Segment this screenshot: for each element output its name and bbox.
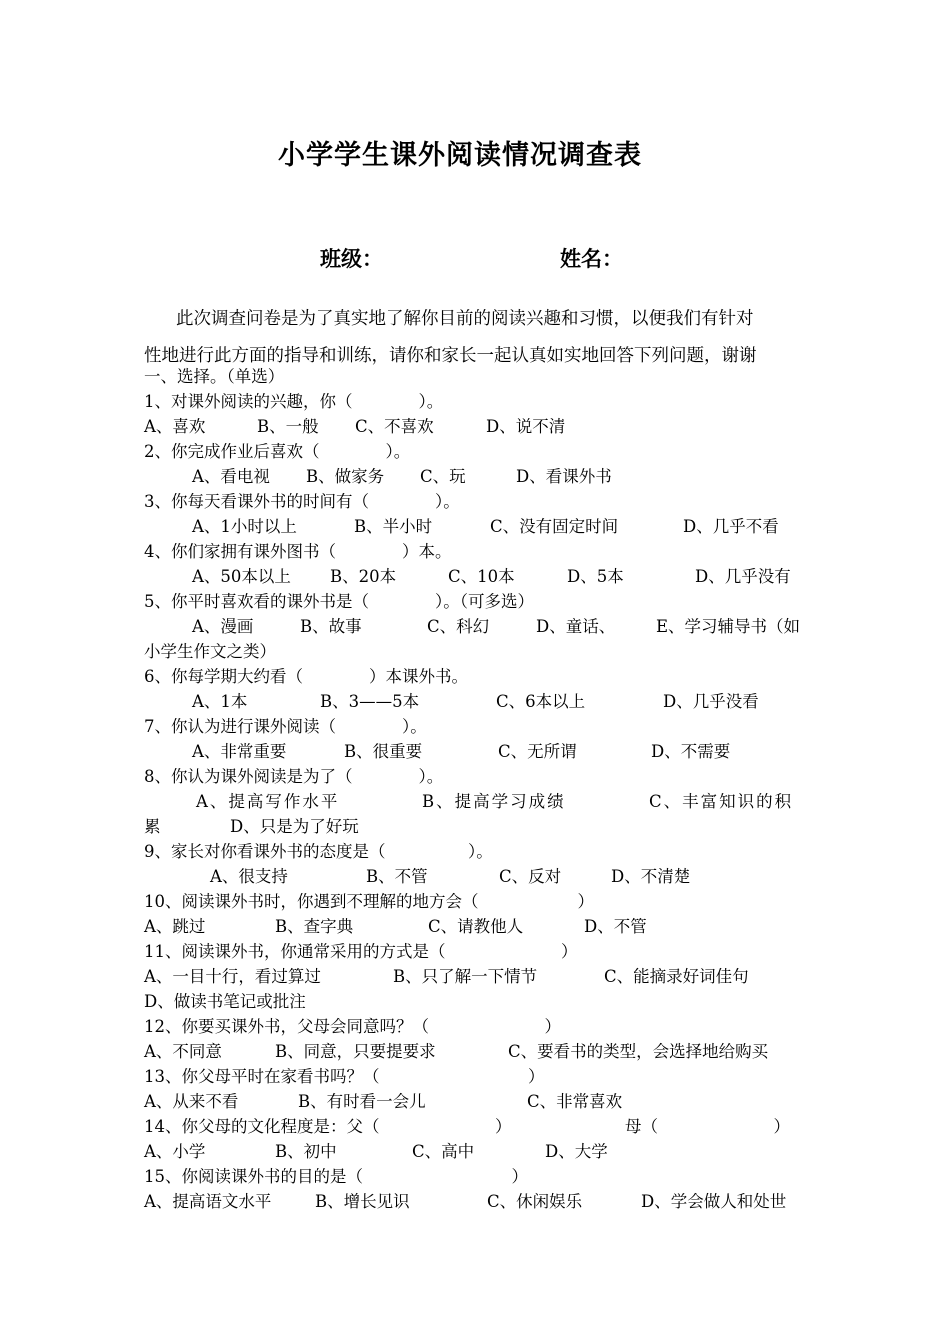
question-8: 8、你认为课外阅读是为了（ ）。: [144, 767, 444, 786]
question-10: 10、阅读课外书时，你遇到不理解的地方会（ ）: [144, 892, 594, 911]
option[interactable]: B、很重要: [344, 742, 423, 761]
option[interactable]: B、初中: [275, 1142, 337, 1161]
option[interactable]: A、一目十行，看过算过: [144, 967, 321, 986]
option[interactable]: C、非常喜欢: [527, 1092, 623, 1111]
option[interactable]: A、非常重要: [192, 742, 287, 761]
question-9: 9、家长对你看课外书的态度是（ ）。: [144, 842, 493, 861]
option[interactable]: C、休闲娱乐: [487, 1192, 583, 1211]
option[interactable]: D、几乎不看: [683, 517, 779, 536]
option[interactable]: A、提高写作水平: [196, 792, 340, 811]
option[interactable]: D、不清楚: [611, 867, 691, 886]
options-row-11-cont[interactable]: D、做读书笔记或批注: [144, 992, 306, 1011]
option[interactable]: A、1小时以上: [192, 517, 297, 536]
option[interactable]: C、要看书的类型，会选择地给购买: [508, 1042, 769, 1061]
option[interactable]: D、大学: [545, 1142, 608, 1161]
question-2: 2、你完成作业后喜欢（ ）。: [144, 442, 411, 461]
option[interactable]: B、查字典: [275, 917, 354, 936]
options-row-5-cont: 小学生作文之类）: [144, 642, 276, 661]
option[interactable]: B、半小时: [354, 517, 433, 536]
option[interactable]: B、一般: [257, 417, 319, 436]
option[interactable]: A、从来不看: [144, 1092, 239, 1111]
option[interactable]: A、小学: [144, 1142, 206, 1161]
option[interactable]: D、说不清: [486, 417, 566, 436]
option[interactable]: D、5本: [567, 567, 624, 586]
option[interactable]: C、没有固定时间: [490, 517, 619, 536]
option[interactable]: D、不管: [584, 917, 647, 936]
option[interactable]: C、10本: [448, 567, 515, 586]
question-7: 7、你认为进行课外阅读（ ）。: [144, 717, 427, 736]
option[interactable]: A、提高语文水平: [144, 1192, 272, 1211]
option[interactable]: B、提高学习成绩: [422, 792, 566, 811]
option[interactable]: C、科幻: [427, 617, 490, 636]
intro-line-2: 性地进行此方面的指导和训练，请你和家长一起认真如实地回答下列问题，谢谢: [144, 346, 757, 366]
option[interactable]: A、喜欢: [144, 417, 206, 436]
question-14-father: 14、你父母的文化程度是：父（ ）: [144, 1117, 512, 1136]
option[interactable]: C、玩: [420, 467, 466, 486]
option[interactable]: D、几乎没有: [695, 567, 791, 586]
class-label: 班级：: [320, 247, 383, 271]
option[interactable]: A、很支持: [210, 867, 288, 886]
intro-line-1: 此次调查问卷是为了真实地了解你目前的阅读兴趣和习惯，以便我们有针对: [176, 309, 754, 329]
question-12: 12、你要买课外书，父母会同意吗？（ ）: [144, 1017, 561, 1036]
option[interactable]: C、6本以上: [496, 692, 586, 711]
option[interactable]: A、漫画: [192, 617, 254, 636]
option[interactable]: B、同意，只要提要求: [275, 1042, 436, 1061]
option[interactable]: D、几乎没看: [663, 692, 759, 711]
option[interactable]: B、增长见识: [315, 1192, 410, 1211]
option[interactable]: C、反对: [499, 867, 562, 886]
question-6: 6、你每学期大约看（ ）本课外书。: [144, 667, 468, 686]
question-3: 3、你每天看课外书的时间有（ ）。: [144, 492, 460, 511]
question-11: 11、阅读课外书，你通常采用的方式是（ ）: [144, 942, 578, 961]
option[interactable]: B、只了解一下情节: [393, 967, 538, 986]
option[interactable]: B、3——5本: [320, 692, 420, 711]
section-heading: 一、选择。（单选）: [144, 367, 285, 386]
question-15: 15、你阅读课外书的目的是（ ）: [144, 1167, 528, 1186]
option[interactable]: A、50本以上: [192, 567, 291, 586]
option[interactable]: B、20本: [330, 567, 397, 586]
option[interactable]: C、请教他人: [428, 917, 524, 936]
option[interactable]: B、有时看一会儿: [298, 1092, 426, 1111]
option[interactable]: B、做家务: [306, 467, 385, 486]
question-4: 4、你们家拥有课外图书（ ）本。: [144, 542, 452, 561]
option[interactable]: D、看课外书: [516, 467, 612, 486]
option[interactable]: C、不喜欢: [355, 417, 434, 436]
option[interactable]: E、学习辅导书（如: [656, 617, 801, 636]
question-14-mother: 母（ ）: [625, 1117, 790, 1136]
option[interactable]: C、能摘录好词佳句: [604, 967, 749, 986]
option[interactable]: D、只是为了好玩: [230, 817, 359, 836]
option[interactable]: A、不同意: [144, 1042, 222, 1061]
page-title: 小学学生课外阅读情况调查表: [278, 140, 642, 171]
question-5: 5、你平时喜欢看的课外书是（ ）。（可多选）: [144, 592, 534, 611]
option[interactable]: C、丰富知识的积: [649, 792, 794, 811]
option[interactable]: B、不管: [366, 867, 428, 886]
option[interactable]: C、高中: [412, 1142, 475, 1161]
option[interactable]: A、1本: [192, 692, 248, 711]
option[interactable]: C、无所谓: [498, 742, 577, 761]
option[interactable]: A、跳过: [144, 917, 206, 936]
question-13: 13、你父母平时在家看书吗？（ ）: [144, 1067, 545, 1086]
name-label: 姓名：: [560, 247, 623, 271]
option[interactable]: B、故事: [300, 617, 362, 636]
option[interactable]: D、童话、: [536, 617, 616, 636]
option-continuation: 累: [144, 817, 161, 836]
question-1: 1、对课外阅读的兴趣，你（ ）。: [144, 392, 444, 411]
option[interactable]: D、学会做人和处世: [641, 1192, 787, 1211]
option[interactable]: A、看电视: [192, 467, 270, 486]
option[interactable]: D、不需要: [651, 742, 731, 761]
